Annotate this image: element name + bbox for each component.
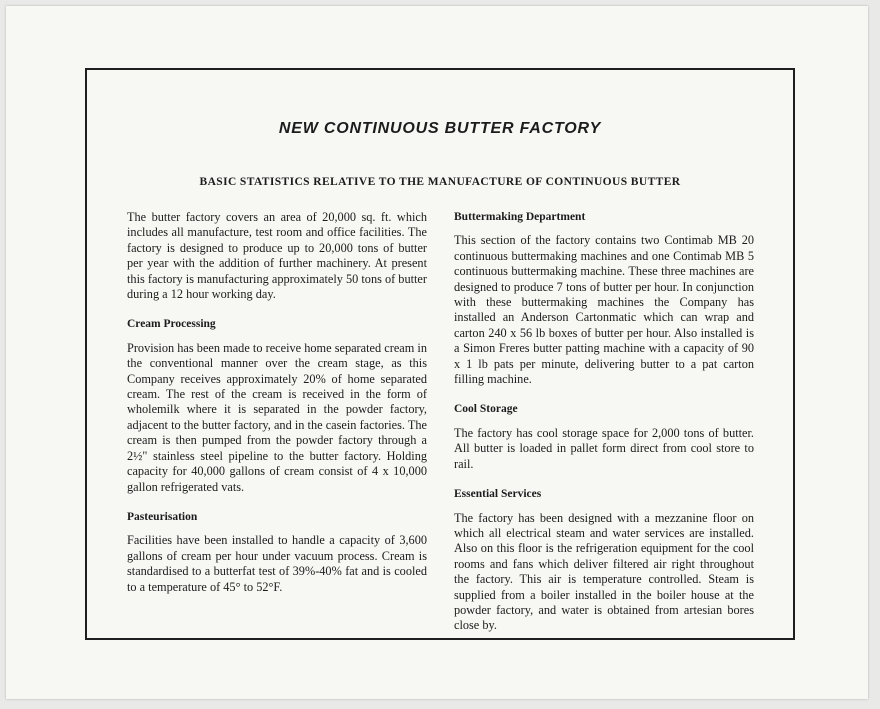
content-frame — [85, 68, 795, 640]
section-body-cream-processing: Provision has been made to receive home separated cream in the conventional manner over the cream stage, as this Company receives approximately 20% of home separated cream. The rest of the cream is received in the form of wholemilk where it is separated in the powder factory, adjacent to the butter factory, and in the casein factories. The cream is then pumped from the powder factory through a 2½" stainless steel pipeline to the butter factory. Holding capacity for 40,000 gallons of cream consist of 4 x 10,000 gallon refrigerated vats. — [127, 340, 427, 494]
section-heading-cool-storage: Cool Storage — [454, 403, 518, 416]
section-heading-cream-processing: Cream Processing — [127, 318, 216, 331]
section-body-cool-storage: The factory has cool storage space for 2,000 tons of butter. All butter is loaded in pallet form direct from cool store to rail. — [454, 425, 754, 471]
right-column — [454, 210, 754, 649]
section-body-buttermaking: This section of the factory contains two Contimab MB 20 continuous buttermaking machines and one Contimab MB 5 continuous buttermaking machine. These three machines are designed to produce 7 tons of butter per hour. In conjunction with these buttermaking machines the Company has installed an Anderson Cartonmatic which can wrap and carton 240 x 56 lb boxes of butter per hour. Also installed is a Simon Freres butter patting machine with a capacity of 90 x 1 lb pats per minute, delivering butter to a pat carton filling machine. — [454, 233, 754, 387]
document-page — [6, 6, 868, 699]
document-subtitle: BASIC STATISTICS RELATIVE TO THE MANUFACTURE OF CONTINUOUS BUTTER — [199, 176, 681, 188]
section-heading-essential-services: Essential Services — [454, 488, 542, 501]
intro-paragraph: The butter factory covers an area of 20,000 sq. ft. which includes all manufacture, test room and office facilities. The factory is designed to produce up to 20,000 tons of butter per year with the addition of further machinery. At present this factory is manufacturing approximately 50 tons of butter during a 12 hour working day. — [127, 210, 427, 302]
section-body-pasteurisation: Facilities have been installed to handle a capacity of 3,600 gallons of cream per hour under vacuum process. Cream is standardised to a butterfat test of 39%-40% fat and is cooled to a temperature of 45° to 52°F. — [127, 533, 427, 594]
section-heading-buttermaking: Buttermaking Department — [454, 211, 586, 223]
section-heading-pasteurisation: Pasteurisation — [127, 510, 198, 523]
left-column — [127, 210, 427, 610]
section-body-essential-services: The factory has been designed with a mezzanine floor on which all electrical steam and water services are installed. Also on this floor is the refrigeration equipment for the cool rooms and fans which deliver filtered air right throughout the factory. This air is temperature controlled. Steam is supplied from a boiler installed in the boiler house at the powder factory, and water is obtained from artesian bores close by. — [454, 510, 754, 633]
document-title: NEW CONTINUOUS BUTTER FACTORY — [278, 120, 602, 137]
